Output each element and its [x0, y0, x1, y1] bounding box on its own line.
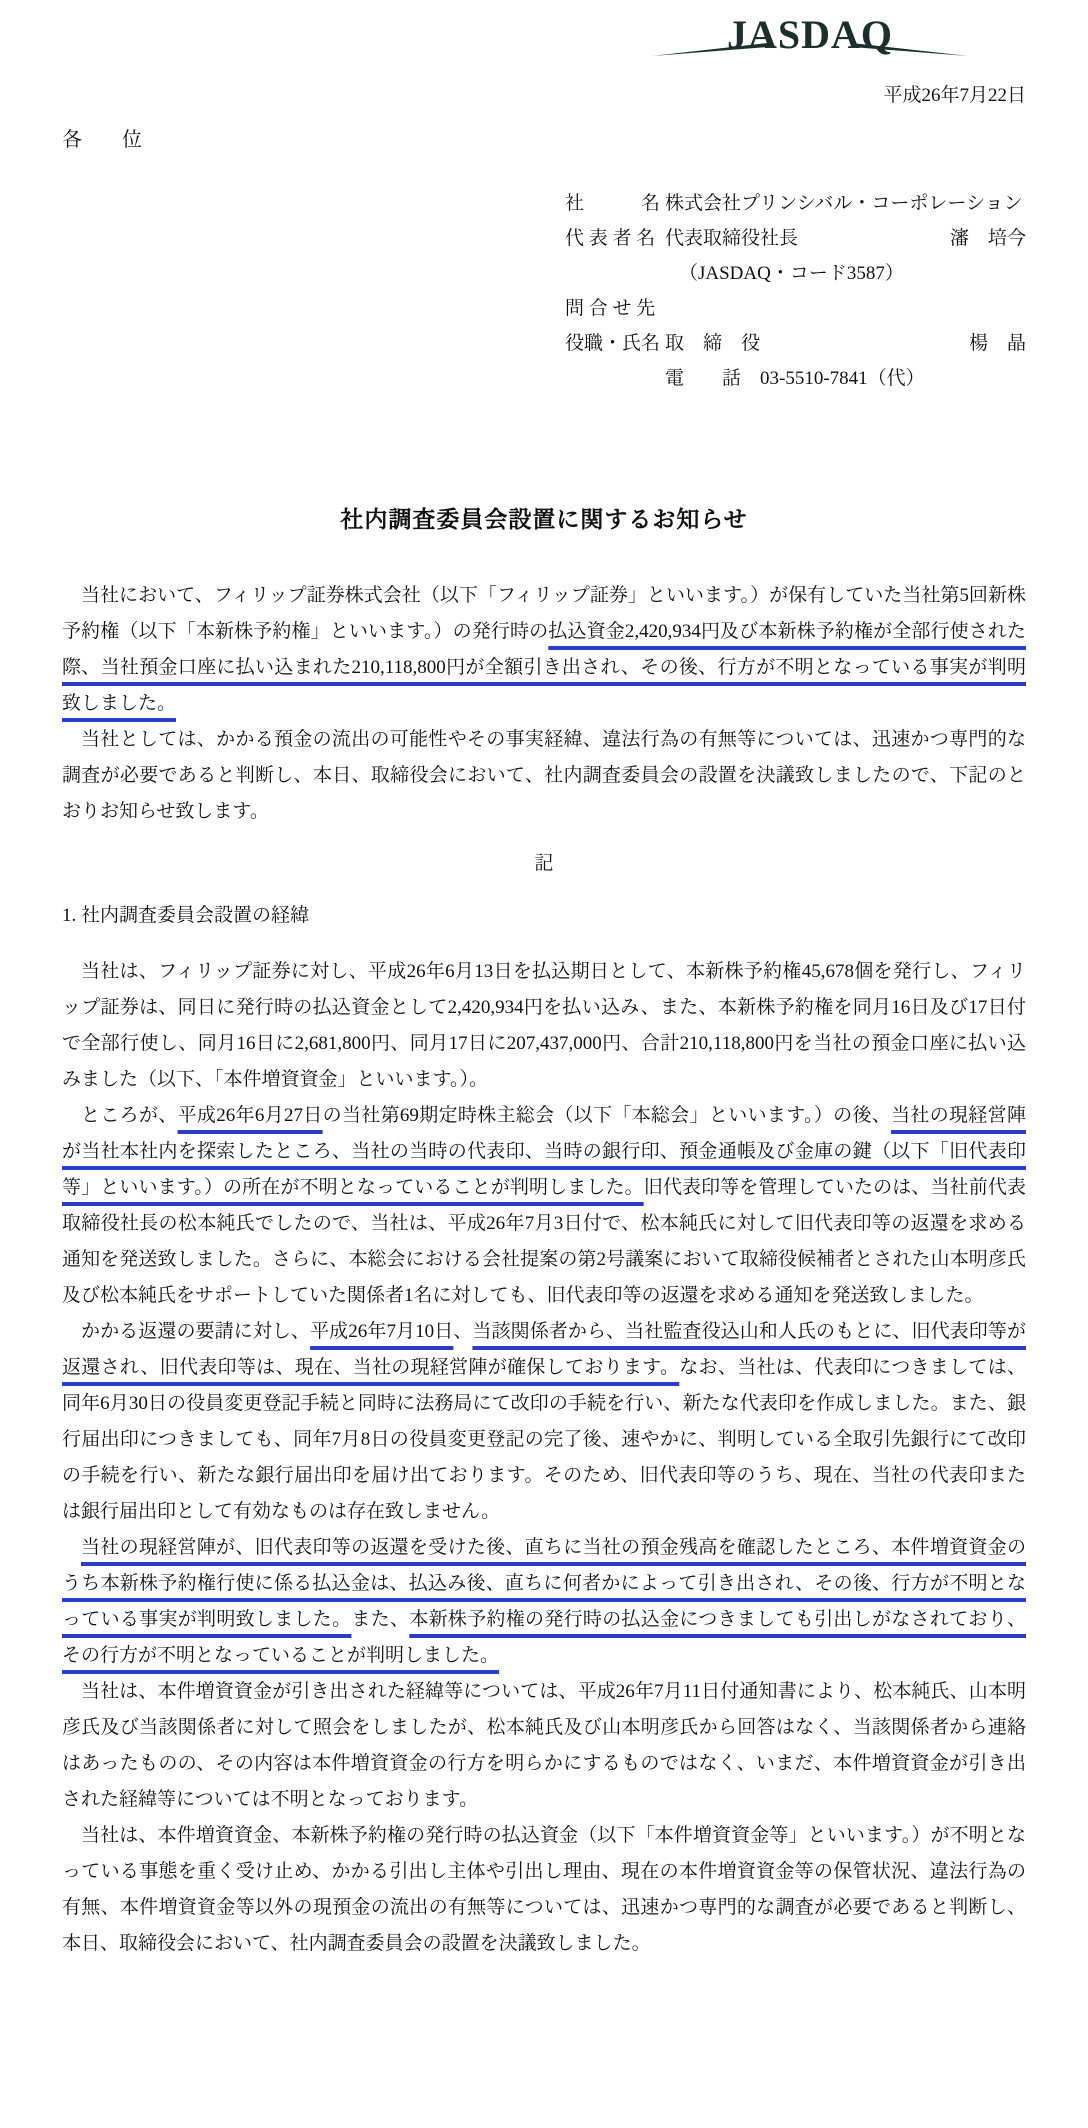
section-heading: 1. 社内調査委員会設置の経緯 — [62, 905, 310, 926]
underlined-text-segment: 当社の現経営陣が、旧代表印等の返還を受けた後、直ちに当社の預金残高を確認したところ、本件増資資金のうち本新株予約権行使に係る払込金は、払込み後、直ちに何者かによって引き出され、その後、行方が不明となっている事実が判明致しました。 — [62, 1537, 1026, 1630]
company-info-block — [565, 186, 1026, 396]
underlined-text-segment: 当社の現経営陣が当社本社内を探索したところ、当社の当時の代表印、当時の銀行印、預金通帳及び金庫の鍵（以下「旧代表印等」といいます。）の所在が不明となっていることが判明しました。 — [62, 1105, 1026, 1198]
phone-value: 電 話 03-5510-7841（代） — [665, 368, 925, 389]
representative-name: 瀋 培今 — [949, 228, 1026, 249]
text-segment: 当社としては、かかる預金の流出の可能性やその事実経緯、違法行為の有無等については、迅速かつ専門的な調査が必要であると判断し、本日、取締役会において、社内調査委員会の設置を決議致しましたので、下記のとおりお知らせ致します。 — [62, 729, 1026, 822]
paragraph-intro-1 — [62, 578, 1026, 722]
underlined-text-segment: 払込資金2,420,934円及び本新株予約権が全部行使された際、当社預金口座に払い込まれた210,118,800円が全額引き出され、その後、行方が不明となっている事実が判明致しました。 — [62, 621, 1026, 714]
contact-person-label: 役職・氏名 — [565, 333, 661, 354]
paragraph-committee-decision — [62, 1818, 1026, 1962]
paragraph-funds-withdrawn — [62, 1530, 1026, 1674]
underlined-text-segment: 平成26年7月10日 — [310, 1321, 454, 1342]
company-name-value: 株式会社プリンシバル・コーポレーション — [665, 193, 1023, 214]
contact-label: 問 合 せ 先 — [565, 298, 656, 319]
jasdaq-logo — [650, 10, 970, 62]
paragraph-inquiry — [62, 1674, 1026, 1818]
text-segment: 、 — [453, 1321, 473, 1342]
contact-row — [565, 291, 1026, 326]
underlined-text-segment: 平成26年6月27日 — [177, 1105, 323, 1126]
paragraph-seal-returned — [62, 1314, 1026, 1530]
text-segment: また、 — [351, 1609, 410, 1630]
underlined-text-segment: 本新株予約権の発行時の払込金につきましても引出しがなされており、その行方が不明となっていることが判明しました。 — [62, 1609, 1026, 1666]
stock-code-value: （JASDAQ・コード3587） — [679, 263, 904, 284]
stock-code-row — [565, 256, 1026, 291]
text-segment: 当社は、本件増資資金、本新株予約権の発行時の払込資金（以下「本件増資資金等」といいます。）が不明となっている事態を重く受け止め、かかる引出し主体や引出し理由、現在の本件増資資金等の保管状況、違法行為の有無、本件増資資金等以外の現預金の流出の有無等については、迅速かつ専門的な調査が必要であると判断し、本日、取締役会において、社内調査委員会の設置を決議致しました。 — [62, 1825, 1026, 1954]
text-segment: 当社は、フィリップ証券に対し、平成26年6月13日を払込期日として、本新株予約権45,678個を発行し、フィリップ証券は、同日に発行時の払込資金として2,420,934円を払い込み、また、本新株予約権を同月16日及び17日付で全部行使し、同月16日に2,681,800円、同月17日に207,437,000円、合計210,118,800円を当社の預金口座に払い込みました（以下、「本件増資資金」といいます。）。 — [62, 961, 1026, 1090]
paragraph-seal-missing — [62, 1098, 1026, 1314]
jasdaq-logo-text: JASDAQ — [726, 12, 894, 57]
page-title: 社内調査委員会設置に関するお知らせ — [340, 507, 748, 532]
document-date: 平成26年7月22日 — [883, 85, 1026, 106]
text-segment: の当社第69期定時株主総会（以下「本総会」といいます。）の後、 — [322, 1105, 892, 1126]
paragraph-intro-2 — [62, 722, 1026, 830]
company-name-label: 社 名 — [565, 193, 661, 214]
phone-label — [565, 361, 665, 396]
contact-person-row — [565, 326, 1026, 361]
text-segment: 当社において、フィリップ証券株式会社（以下「フィリップ証券」といいます。）が保有していた当社第5回新株予約権（以下「本新株予約権」といいます。）の発行時の — [62, 585, 1026, 642]
representative-row — [565, 221, 1026, 256]
text-segment: かかる返還の要請に対し、 — [81, 1321, 311, 1342]
contact-person-name: 楊 晶 — [968, 333, 1026, 354]
text-segment: 当社は、本件増資資金が引き出された経緯等については、平成26年7月11日付通知書により、松本純氏、山本明彦氏及び当該関係者に対して照会をしましたが、松本純氏及び山本明彦氏から回答はなく、当該関係者から連絡はあったものの、その内容は本件増資資金の行方を明らかにするものではなく、いまだ、本件増資資金が引き出された経緯等については不明となっております。 — [62, 1681, 1026, 1810]
underlined-text-segment: 当該関係者から、当社監査役込山和人氏のもとに、旧代表印等が返還され、旧代表印等は、現在、当社の現経営陣が確保しております。 — [62, 1321, 1026, 1378]
representative-title: 代表取締役社長 — [665, 228, 799, 249]
document-body — [62, 578, 1026, 1962]
stock-code-label — [565, 256, 665, 291]
contact-person-title: 取 締 役 — [665, 333, 761, 354]
paragraph-issue-history — [62, 954, 1026, 1098]
addressee: 各 位 — [62, 129, 152, 151]
jasdaq-logo-graphic — [650, 10, 970, 62]
phone-row — [565, 361, 1026, 396]
representative-label: 代 表 者 名 — [565, 228, 656, 249]
text-segment: なお、当社は、代表印につきましては、同年6月30日の役員変更登記手続と同時に法務局にて改印の手続を行い、新たな代表印を作成しました。また、銀行届出印につきましても、同年7月8日の役員変更登記の完了後、速やかに、判明している全取引先銀行にて改印の手続を行い、新たな銀行届出印を届け出ております。そのため、旧代表印等のうち、現在、当社の代表印または銀行届出印として有効なものは存在致しません。 — [62, 1357, 1027, 1522]
text-segment: ところが、 — [81, 1105, 178, 1126]
ki-mark: 記 — [534, 853, 554, 874]
text-segment: 旧代表印等を管理していたのは、当社前代表取締役社長の松本純氏でしたので、当社は、平成26年7月3日付で、松本純氏に対して旧代表印等の返還を求める通知を発送致しました。さらに、本総会における会社提案の第2号議案において取締役候補者とされた山本明彦氏及び松本純氏をサポートしていた関係者1名に対しても、旧代表印等の返還を求める通知を発送致しました。 — [62, 1177, 1026, 1306]
company-name-row — [565, 186, 1026, 221]
